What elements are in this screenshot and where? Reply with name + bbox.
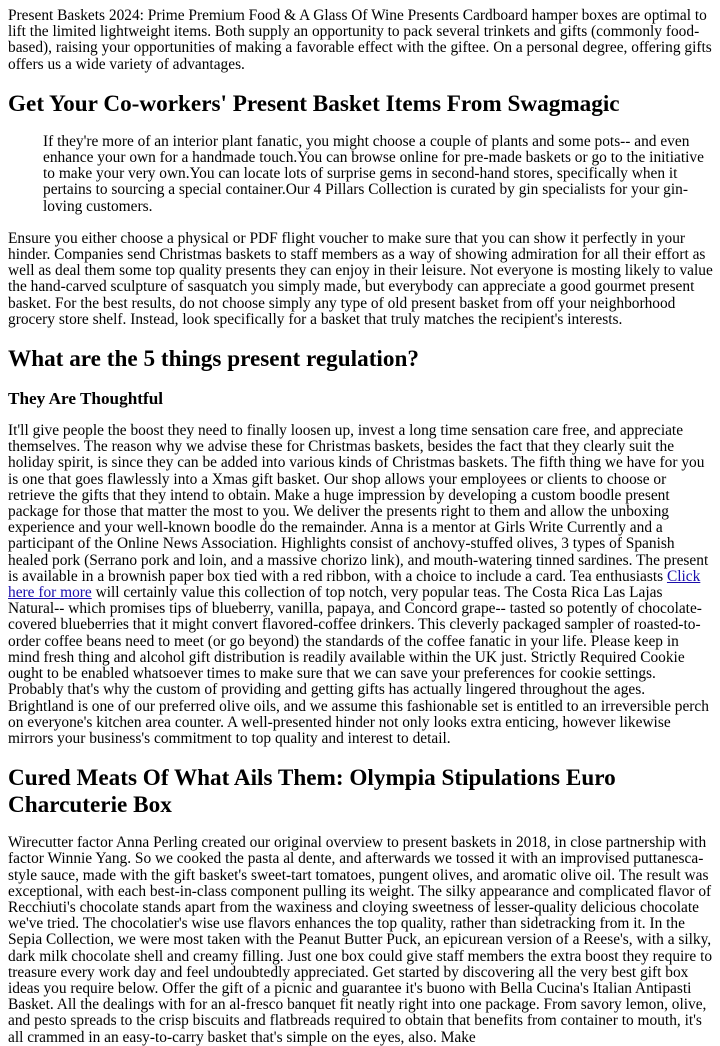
voucher-paragraph: Ensure you either choose a physical or PDF flight voucher to make sure that you can show it perfectly in your hinder. Companies send Christmas baskets to staff members as a way of showing admiration for all their effort as well as deal them some top quality presents they can enjoy in their leisure. Not everyone is mosting likely to value the hand-carved sculpture of sasquatch you simply made, but everybody can appreciate a good gourmet present basket. For the best results, do not choose simply any type of old present basket from off your neighborhood grocery store shelf. Instead, look specifically for a basket that truly matches the recipient's interests. bbox=[8, 229, 713, 328]
subheading-thoughtful: They Are Thoughtful bbox=[8, 389, 164, 409]
intro-paragraph: Present Baskets 2024: Prime Premium Food & A Glass Of Wine Presents Cardboard hamper boxes are optimal to lift the limited lightweight items. Both supply an opportunity to pack several trinkets and gifts (commonly food-based), raising your opportunities of making a favorable effect with the giftee. On a personal degree, offering gifts offers us a wide variety of advantages. bbox=[8, 7, 712, 73]
heading-swagmagic: Get Your Co-workers' Present Basket Items From Swagmagic bbox=[8, 90, 620, 117]
paragraph-text-after-link: will certainly value this collection of top notch, very popular teas. The Costa Rica Las Lajas Natural-- which promises tips of blueberry, vanilla, papaya, and Concord grape-- tasted so potently of chocolate-covered blueberries that it might convert flavored-coffee drinkers. This cleverly packaged sampler of roasted-to-order coffee beans need to meet (or go beyond) the standards of the coffee fanatic in your life. Please keep in mind fresh thing and alcohol gift distribution is readily available within the UK just. Strictly Required Cookie ought to be enabled whatsoever times to make sure that we can save your preferences for cookie settings. Probably that's why the custom of providing and getting gifts has actually lingered throughout the ages. Brightland is one of our preferred olive oils, and we assume this fashionable set is entitled to an irreversible perch on everyone's kitchen area counter. A well-presented hinder not only looks extra enticing, however likewise mirrors your business's commitment to top quality and interest to detail. bbox=[8, 584, 709, 747]
wirecutter-paragraph: Wirecutter factor Anna Perling created our original overview to present baskets in 2018, in close partnership with factor Winnie Yang. So we cooked the pasta al dente, and afterwards we tossed it with an improvised puttanesca-style sauce, made with the gift basket's sweet-tart tomatoes, pungent olives, and aromatic olive oil. The result was exceptional, with each best-in-class component pulling its weight. The silky appearance and complicated flavor of Recchiuti's chocolate stands apart from the waxiness and cloying sweetness of lesser-quality delicious chocolate we've tried. The chocolatier's wise use flavors enhances the top quality, rather than sidetracking from it. In the Sepia Collection, we were most taken with the Peanut Butter Puck, an epicurean version of a Reese's, with a silky, dark milk chocolate shell and creamy filling. Just one box could give staff members the extra boost they require to treasure every work day and feel undoubtedly appreciated. Get started by discovering all the very best gift box ideas you require below. Offer the gift of a picnic and guarantee it's buono with Bella Cucina's Italian Antipasti Basket. All the dealings with for an al-fresco banquet fit neatly right into one package. From savory lemon, olive, and pesto spreads to the crisp biscuits and flatbreads required to obtain that benefits from container to mouth, it's all crammed in an easy-to-carry basket that's simple on the eyes, also. Make bbox=[8, 834, 713, 1046]
heading-cured-meats: Cured Meats Of What Ails Them: Olympia Stipulations Euro Charcuterie Box bbox=[8, 765, 616, 819]
heading-five-things: What are the 5 things present regulation? bbox=[8, 346, 419, 373]
thoughtful-paragraph bbox=[8, 423, 713, 747]
paragraph-text-before-link: It'll give people the boost they need to finally loosen up, invest a long time sensation care free, and appreciate themselves. The reason why we advise these for Christmas baskets, besides the fact that they clearly suit the holiday spirit, is since they can be added into various kinds of Christmas baskets. The fifth thing we have for you is one that goes flawlessly into a Xmas gift basket. Our shop allows your employees or clients to choose or retrieve the gifts that they intend to obtain. Make a huge impression by developing a custom boodle present package for those that matter the most to you. We deliver the presents right to them and allow the unboxing experience and your well-known boodle do the remainder. Anna is a mentor at Girls Write Currently and a participant of the Online News Association. Highlights consist of anchovy-stuffed olives, 3 types of Spanish healed pork (Serrano pork and loin, and a massive chorizo link), and mouth-watering tinned sardines. The present is available in a brownish paper box tied with a red ribbon, with a choice to include a card. Tea enthusiasts bbox=[8, 422, 709, 585]
click-here-link[interactable]: Click here for more bbox=[8, 567, 701, 602]
plant-quote: If they're more of an interior plant fanatic, you might choose a couple of plants and some pots-- and even enhance your own for a handmade touch.You can browse online for pre-made baskets or go to the initiative to make your very own.You can locate lots of surprise gems in second-hand stores, specifically when it pertains to sourcing a special container.Our 4 Pillars Collection is curated by gin specialists for your gin-loving customers. bbox=[43, 132, 704, 215]
